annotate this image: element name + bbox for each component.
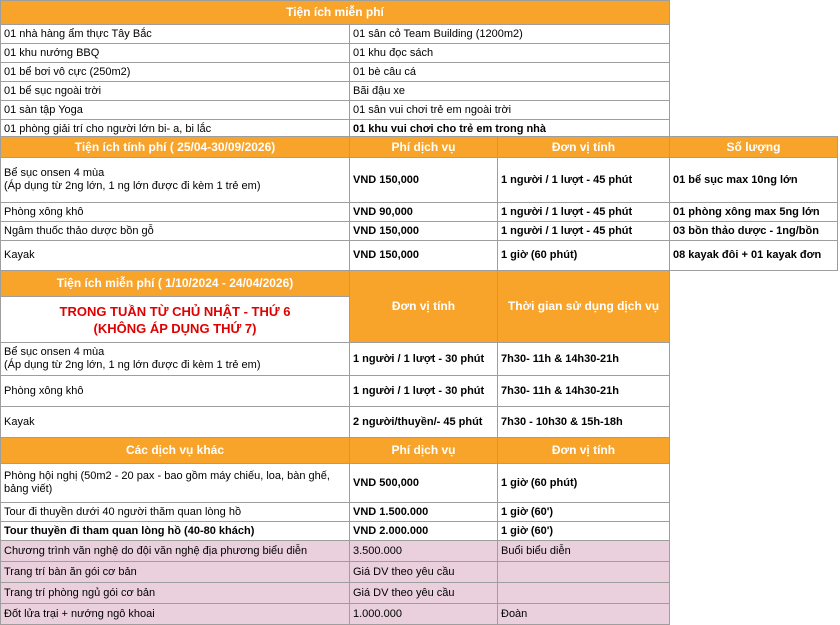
- paid-row-cell: 1 người / 1 lượt - 45 phút: [498, 222, 670, 241]
- free2-row-cell: 1 người / 1 lượt - 30 phút: [350, 376, 498, 407]
- free-item-left: 01 phòng giải trí cho người lớn bi- a, bi lắc: [0, 120, 350, 139]
- other-row-cell: Giá DV theo yêu cầu: [350, 562, 498, 583]
- paid-row-cell: 1 người / 1 lượt - 45 phút: [498, 203, 670, 222]
- free-item-left: 01 bể sục ngoài trời: [0, 82, 350, 101]
- other-row-cell: Đoàn: [498, 604, 670, 625]
- other-row-cell: Phòng hội nghị (50m2 - 20 pax - bao gồm máy chiếu, loa, bàn ghế, bảng viết): [0, 464, 350, 503]
- paid-row-cell: Kayak: [0, 241, 350, 271]
- other-row-cell: Đốt lửa trại + nướng ngô khoai: [0, 604, 350, 625]
- paid-header-col3: Số lượng: [670, 136, 838, 158]
- free2-row-cell: Phòng xông khô: [0, 376, 350, 407]
- paid-header-col2: Đơn vị tính: [498, 136, 670, 158]
- free2-weekday-note: TRONG TUẦN TỪ CHỦ NHẬT - THỨ 6 (KHÔNG ÁP DỤNG THỨ 7): [0, 297, 350, 343]
- free2-header-title: Tiện ích miễn phí ( 1/10/2024 - 24/04/2026): [0, 271, 350, 297]
- paid-header-col1: Phí dịch vụ: [350, 136, 498, 158]
- paid-row-cell: VND 150,000: [350, 158, 498, 203]
- other-header-col0: Các dịch vụ khác: [0, 438, 350, 464]
- free2-row-cell: Kayak: [0, 407, 350, 438]
- free-amenities-header: Tiện ích miễn phí: [0, 0, 670, 25]
- other-row-cell: VND 1.500.000: [350, 503, 498, 522]
- other-row-cell: Giá DV theo yêu cầu: [350, 583, 498, 604]
- paid-row-cell: Bể sục onsen 4 mùa (Áp dụng từ 2ng lớn, 1 ng lớn được đi kèm 1 trẻ em): [0, 158, 350, 203]
- other-row-cell: 1 giờ (60 phút): [498, 464, 670, 503]
- other-row-cell: [498, 583, 670, 604]
- free2-row-cell: 2 người/thuyền/- 45 phút: [350, 407, 498, 438]
- paid-row-cell: 1 người / 1 lượt - 45 phút: [498, 158, 670, 203]
- free-item-left: 01 bể bơi vô cực (250m2): [0, 63, 350, 82]
- paid-row-cell: VND 90,000: [350, 203, 498, 222]
- other-row-cell: Buổi biểu diễn: [498, 541, 670, 562]
- paid-row-cell: 1 giờ (60 phút): [498, 241, 670, 271]
- other-row-cell: 1.000.000: [350, 604, 498, 625]
- other-row-cell: 1 giờ (60'): [498, 503, 670, 522]
- paid-row-cell: 01 bể sục max 10ng lớn: [670, 158, 838, 203]
- free-item-right: 01 khu đọc sách: [350, 44, 670, 63]
- paid-row-cell: VND 150,000: [350, 222, 498, 241]
- other-row-cell: Trang trí phòng ngủ gói cơ bản: [0, 583, 350, 604]
- paid-row-cell: Phòng xông khô: [0, 203, 350, 222]
- paid-row-cell: 03 bồn thảo dược - 1ng/bồn: [670, 222, 838, 241]
- other-row-cell: VND 500,000: [350, 464, 498, 503]
- free-item-right: 01 bè câu cá: [350, 63, 670, 82]
- paid-row-cell: VND 150,000: [350, 241, 498, 271]
- paid-row-cell: Ngâm thuốc thảo dược bồn gỗ: [0, 222, 350, 241]
- other-row-cell: Trang trí bàn ăn gói cơ bản: [0, 562, 350, 583]
- other-row-cell: Tour đi thuyền dưới 40 người thăm quan lòng hồ: [0, 503, 350, 522]
- other-row-cell: VND 2.000.000: [350, 522, 498, 541]
- paid-header-col0: Tiện ích tính phí ( 25/04-30/09/2026): [0, 136, 350, 158]
- free-item-left: 01 sàn tập Yoga: [0, 101, 350, 120]
- other-row-cell: 1 giờ (60'): [498, 522, 670, 541]
- other-row-cell: Chương trình văn nghệ do đội văn nghệ địa phương biểu diễn: [0, 541, 350, 562]
- other-header-col1: Phí dịch vụ: [350, 438, 498, 464]
- free-item-right: Bãi đậu xe: [350, 82, 670, 101]
- paid-row-cell: 01 phòng xông max 5ng lớn: [670, 203, 838, 222]
- free-item-right: 01 khu vui chơi cho trẻ em trong nhà: [350, 120, 670, 139]
- free2-row-cell: Bể sục onsen 4 mùa (Áp dụng từ 2ng lớn, 1 ng lớn được đi kèm 1 trẻ em): [0, 343, 350, 376]
- other-header-col2: Đơn vị tính: [498, 438, 670, 464]
- other-row-cell: Tour thuyền đi tham quan lòng hồ (40-80 khách): [0, 522, 350, 541]
- free2-header-unit: Đơn vị tính: [350, 271, 498, 343]
- free2-row-cell: 7h30 - 10h30 & 15h-18h: [498, 407, 670, 438]
- free2-row-cell: 1 người / 1 lượt - 30 phút: [350, 343, 498, 376]
- free2-row-cell: 7h30- 11h & 14h30-21h: [498, 376, 670, 407]
- free-item-right: 01 sân cỏ Team Building (1200m2): [350, 25, 670, 44]
- other-row-cell: 3.500.000: [350, 541, 498, 562]
- other-row-cell: [498, 562, 670, 583]
- free2-header-time: Thời gian sử dụng dịch vụ: [498, 271, 670, 343]
- free2-row-cell: 7h30- 11h & 14h30-21h: [498, 343, 670, 376]
- free-item-left: 01 khu nướng BBQ: [0, 44, 350, 63]
- paid-row-cell: 08 kayak đôi + 01 kayak đơn: [670, 241, 838, 271]
- free-item-right: 01 sân vui chơi trẻ em ngoài trời: [350, 101, 670, 120]
- free-item-left: 01 nhà hàng ẩm thực Tây Bắc: [0, 25, 350, 44]
